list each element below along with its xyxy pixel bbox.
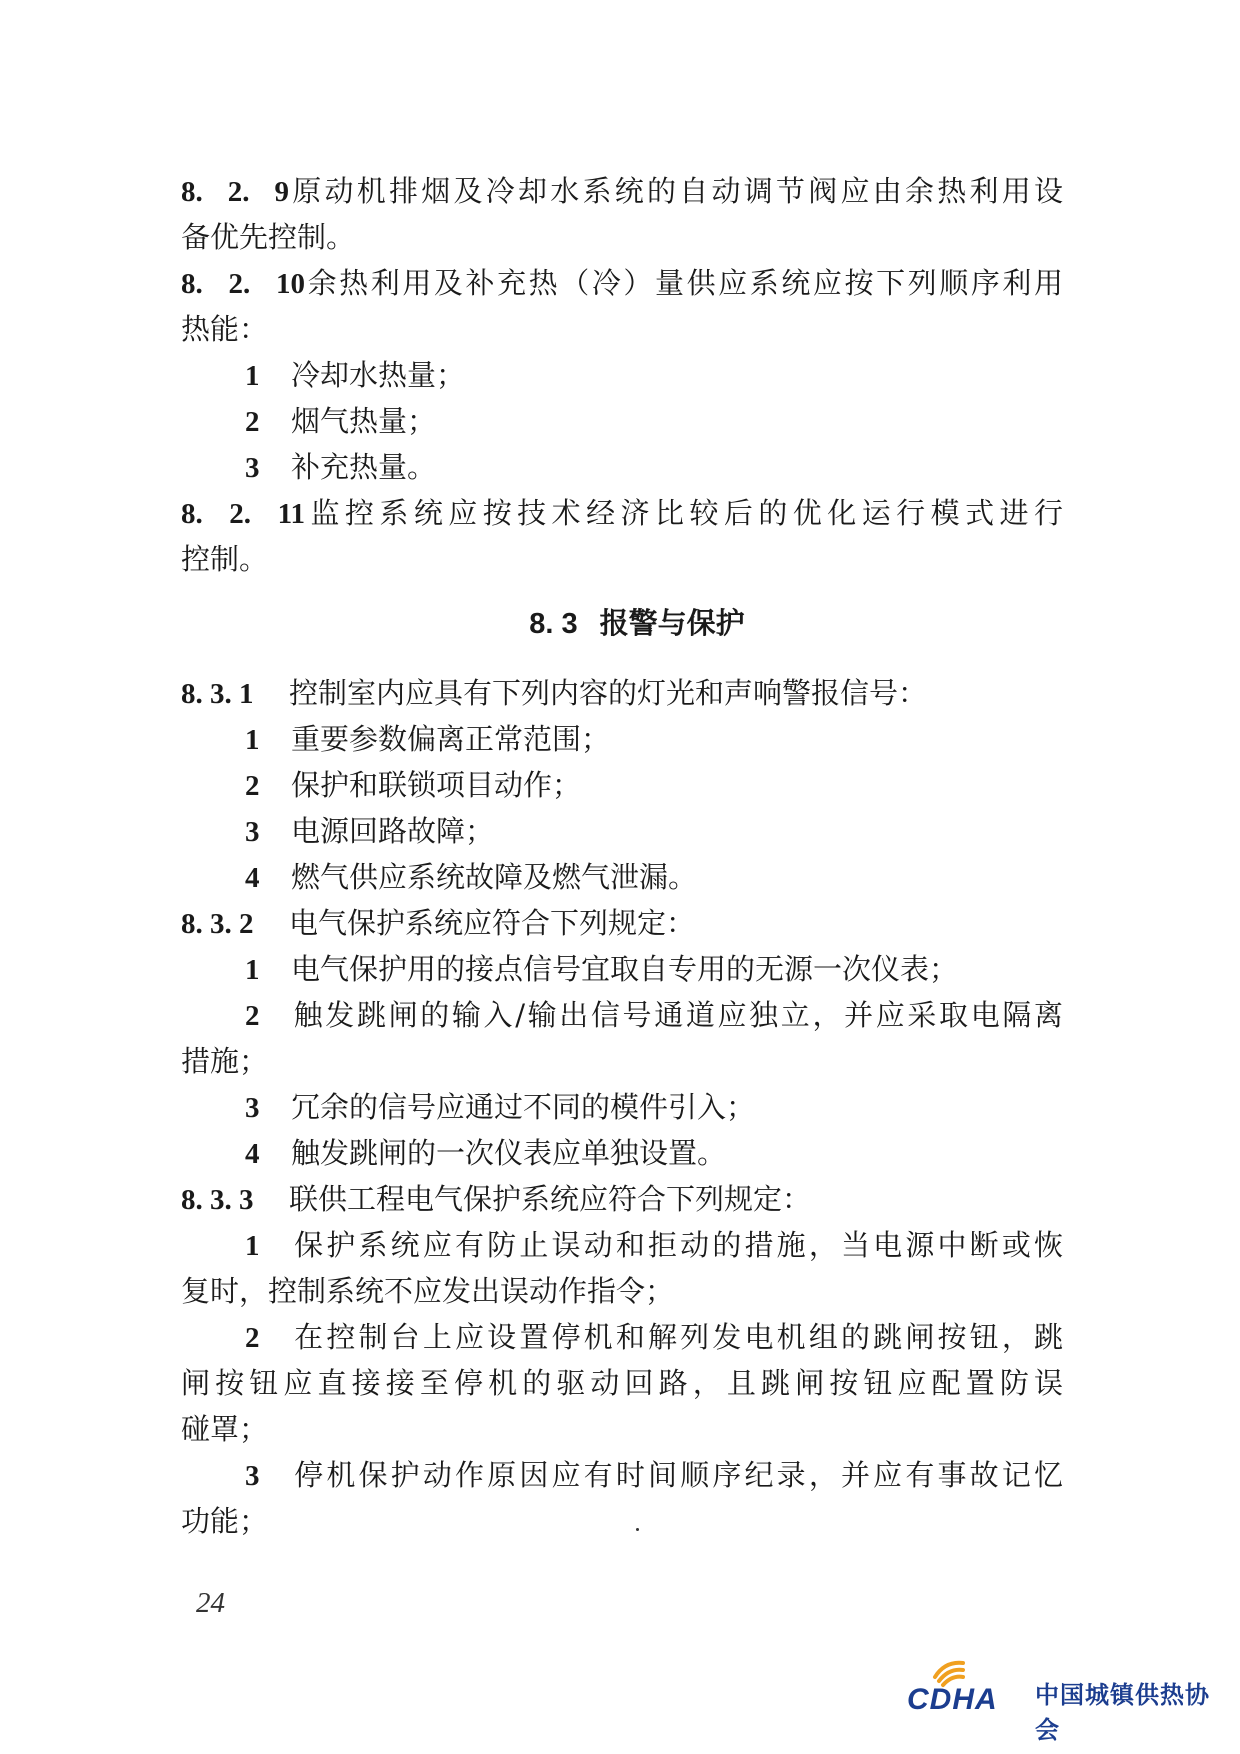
item-number: 1 [245,954,260,986]
item-number: 1 [245,1230,260,1262]
item-text: 燃气供应系统故障及燃气泄漏。 [291,860,698,894]
list-item [181,1452,1063,1498]
clause-text: 电气保护系统应符合下列规定： [289,906,696,940]
section-heading [181,592,1063,654]
clause-text: 余热利用及补充热（冷）量供应系统应按下列顺序利用 [305,266,1063,300]
item-text: 在控制台上应设置停机和解列发电机组的跳闸按钮，跳 [291,1320,1063,1354]
clause-number: 8. 3. 3 [181,1184,254,1216]
item-number: 2 [245,770,260,802]
clause-8-2-9-line1 [181,168,1063,214]
clause-number: 8. 3. 1 [181,678,254,710]
list-item [181,946,1063,992]
scan-dot [636,1528,639,1531]
item-number: 4 [245,862,260,894]
item-number: 3 [245,1092,260,1124]
list-item [181,444,1063,490]
clause-8-2-10-line1 [181,260,1063,306]
logo-letters: CDHA [907,1683,998,1716]
item-text: 触发跳闸的一次仪表应单独设置。 [291,1136,727,1170]
clause-8-2-11-line2: 控制。 [181,542,269,576]
item-text: 电源回路故障； [291,814,495,848]
list-item [181,1084,1063,1130]
item-number: 3 [245,1460,260,1492]
clause-number: 8. 2. 9 [181,176,289,208]
footer-logo [905,1655,1217,1744]
item-text: 冷却水热量； [291,358,466,392]
list-item [181,762,1063,808]
page-number: 24 [196,1587,225,1619]
clause-8-2-10-line2: 热能： [181,312,269,346]
item-number: 3 [245,816,260,848]
list-item [181,992,1063,1038]
item-number: 2 [245,406,260,438]
org-name: 中国城镇供热协会 [1035,1681,1210,1744]
clause-number: 8. 2. 10 [181,268,305,300]
item-text: 保护系统应有防止误动和拒动的措施，当电源中断或恢 [291,1228,1063,1262]
clause-number: 8. 3. 2 [181,908,254,940]
list-item [181,1130,1063,1176]
clause-text: 监控系统应按技术经济比较后的优化运行模式进行 [305,496,1063,530]
item-text: 电气保护用的接点信号宜取自专用的无源一次仪表； [291,952,959,986]
list-item [181,854,1063,900]
item-text: 重要参数偏离正常范围； [291,722,611,756]
clause-8-3-2 [181,900,1063,946]
list-item-continuation: 碰罩； [181,1412,269,1446]
list-item [181,716,1063,762]
clause-8-3-3 [181,1176,1063,1222]
cdha-logo-icon [905,1655,1035,1717]
item-text: 停机保护动作原因应有时间顺序纪录，并应有事故记忆 [291,1458,1063,1492]
item-text: 补充热量。 [291,450,437,484]
list-item-continuation: 措施； [181,1044,269,1078]
list-item [181,398,1063,444]
clause-text: 联供工程电气保护系统应符合下列规定： [289,1182,812,1216]
clause-8-2-9-line2: 备优先控制。 [181,220,356,254]
item-number: 3 [245,452,260,484]
clause-number: 8. 2. 11 [181,498,305,530]
item-text: 冗余的信号应通过不同的模件引入； [291,1090,756,1124]
list-item [181,1314,1063,1360]
item-text: 触发跳闸的输入/输出信号通道应独立，并应采取电隔离 [291,998,1063,1032]
item-number: 2 [245,1000,260,1032]
item-text: 烟气热量； [291,404,437,438]
item-number: 1 [245,360,260,392]
item-number: 1 [245,724,260,756]
item-number: 4 [245,1138,260,1170]
clause-text: 控制室内应具有下列内容的灯光和声响警报信号： [289,676,928,710]
list-item [181,1222,1063,1268]
list-item-continuation: 复时，控制系统不应发出误动作指令； [181,1274,675,1308]
item-text: 保护和联锁项目动作； [291,768,582,802]
section-number: 8. 3 [529,608,578,640]
clause-text: 原动机排烟及冷却水系统的自动调节阀应由余热利用设 [289,174,1063,208]
document-body [181,168,1063,1544]
clause-8-2-11-line1 [181,490,1063,536]
item-number: 2 [245,1322,260,1354]
list-item [181,352,1063,398]
list-item-continuation: 闸按钮应直接接至停机的驱动回路，且跳闸按钮应配置防误 [181,1366,1063,1400]
clause-8-3-1 [181,670,1063,716]
list-item-continuation: 功能； [181,1504,269,1538]
list-item [181,808,1063,854]
section-title: 报警与保护 [599,606,745,640]
